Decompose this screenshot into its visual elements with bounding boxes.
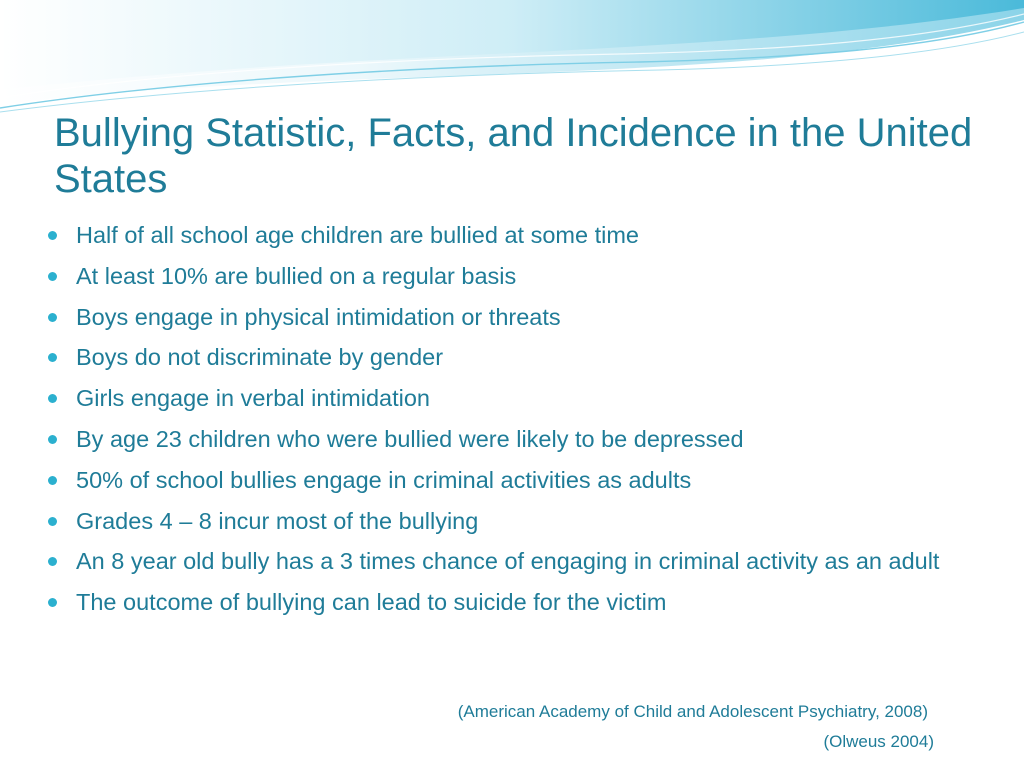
bullet-text: Grades 4 – 8 incur most of the bullying (76, 507, 479, 534)
bullet-text: Boys engage in physical intimidation or threats (76, 303, 561, 330)
bullet-text: Half of all school age children are bullied at some time (76, 222, 639, 248)
wave-banner (0, 0, 1024, 120)
bullet-item (44, 218, 944, 252)
bullet-item (44, 300, 944, 334)
bullet-dot-icon (48, 598, 57, 607)
bullet-text: At least 10% are bullied on a regular basis (76, 262, 517, 289)
bullet-item (44, 340, 944, 374)
bullet-dot-icon (48, 517, 57, 526)
bullet-item (44, 504, 944, 538)
bullet-item (44, 422, 944, 456)
bullet-text: Boys do not discriminate by gender (76, 344, 444, 371)
bullet-dot-icon (48, 435, 57, 444)
bullet-dot-icon (48, 557, 57, 566)
bullet-list (44, 218, 944, 626)
bullet-dot-icon (48, 231, 57, 240)
bullet-text: By age 23 children who were bullied were likely to be depressed (76, 425, 744, 452)
bullet-dot-icon (48, 272, 57, 281)
bullet-item (44, 463, 944, 497)
bullet-dot-icon (48, 476, 57, 485)
bullet-item (44, 259, 944, 293)
citation-olweus: (Olweus 2004) (823, 732, 934, 751)
bullet-dot-icon (48, 394, 57, 403)
bullet-item (44, 585, 944, 619)
bullet-item (44, 544, 944, 578)
bullet-dot-icon (48, 313, 57, 322)
bullet-dot-icon (48, 353, 57, 362)
bullet-text: 50% of school bullies engage in criminal activities as adults (76, 466, 692, 493)
slide-title: Bullying Statistic, Facts, and Incidence in the United States (54, 111, 973, 201)
bullet-text: Girls engage in verbal intimidation (76, 385, 430, 412)
bullet-item (44, 381, 944, 415)
citation-aacap: (American Academy of Child and Adolescent Psychiatry, 2008) (457, 702, 928, 721)
bullet-text: An 8 year old bully has a 3 times chance of engaging in criminal activity as an adult (76, 548, 940, 575)
bullet-text: The outcome of bullying can lead to suicide for the victim (76, 589, 667, 616)
